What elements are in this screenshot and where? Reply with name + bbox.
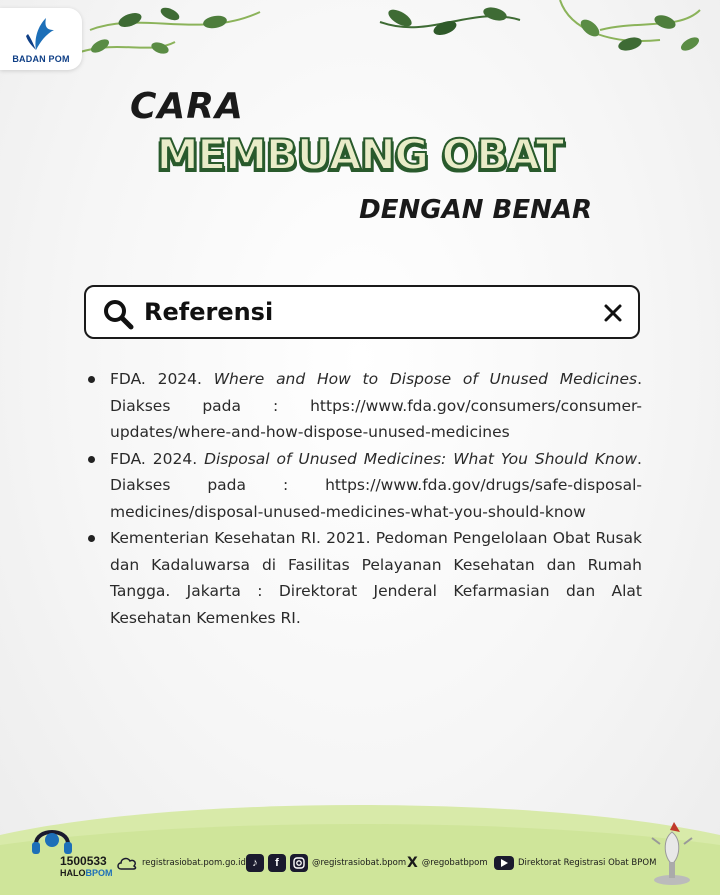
x-link[interactable] (407, 852, 488, 874)
logo-text: BADAN POM (12, 54, 70, 64)
vine-decoration (0, 0, 720, 70)
x-handle: @regobatbpom (421, 858, 488, 868)
badan-pom-logo (0, 8, 82, 70)
hotline-number: 1500533 (60, 854, 107, 868)
youtube-icon (494, 856, 514, 870)
social-links (246, 852, 406, 874)
x-icon: X (407, 855, 418, 871)
close-icon[interactable] (600, 300, 626, 326)
reference-item: FDA. 2024. Disposal of Unused Medicines: What You Should Know. Diakses pada : https://www.fda.gov/drugs/safe-disposal-medicines/disposal-unused-medicines-what-you-should-know (86, 446, 642, 526)
reference-list (86, 366, 642, 631)
hotline-badge (30, 818, 114, 888)
instagram-icon[interactable] (290, 854, 308, 872)
title-line-1: CARA (130, 86, 244, 127)
hotline-label: HALOBPOM (60, 868, 113, 878)
tiktok-icon[interactable]: ♪ (246, 854, 264, 872)
title-line-3: DENGAN BENAR (359, 195, 592, 225)
facebook-icon[interactable]: f (268, 854, 286, 872)
website-link[interactable]: registrasiobat.pom.go.id (116, 852, 246, 874)
bpom-emblem-icon (24, 16, 56, 54)
search-label: Referensi (144, 298, 274, 326)
footer (0, 818, 720, 895)
page-title: MEMBUANG OBAT (156, 130, 564, 179)
youtube-link[interactable]: Direktorat Registrasi Obat BPOM (494, 852, 656, 874)
search-icon (102, 298, 134, 330)
reference-item: Kementerian Kesehatan RI. 2021. Pedoman Pengelolaan Obat Rusak dan Kadaluwarsa di Fasilitas Pelayanan Kesehatan dan Rumah Tangga. Jakarta : Direktorat Jenderal Kefarmasian dan Alat Kesehatan Kemenkes RI. (86, 525, 642, 631)
search-bar[interactable] (84, 285, 640, 339)
instagram-handle[interactable]: @registrasiobat.bpom (312, 858, 407, 868)
reference-item: FDA. 2024. Where and How to Dispose of Unused Medicines. Diakses pada : https://www.fda.gov/consumers/consumer-updates/where-and-how-dispose-unused-medicines (86, 366, 642, 446)
cloud-icon (116, 856, 138, 870)
mascot-figure-icon (648, 818, 698, 888)
